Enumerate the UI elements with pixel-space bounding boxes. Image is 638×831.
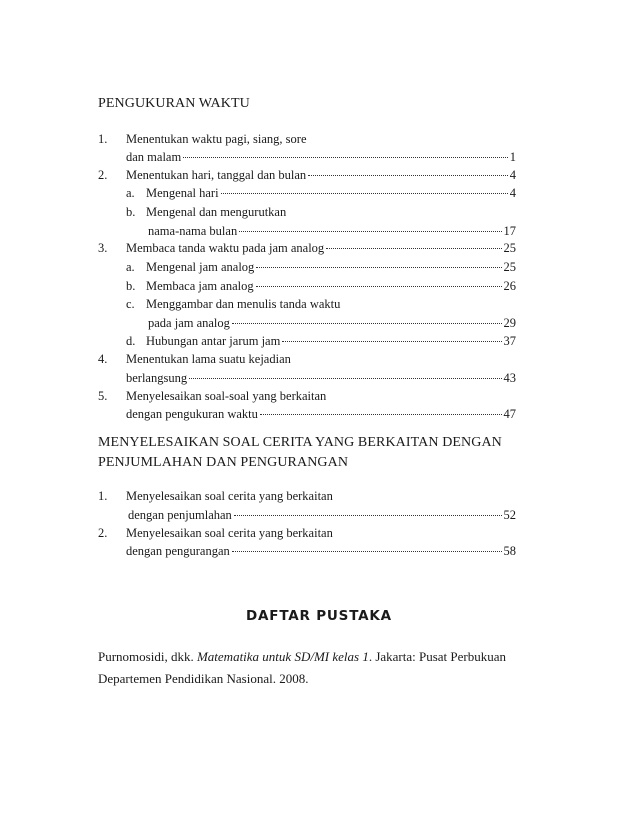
- toc-entry: [128, 508, 516, 523]
- toc-item-text: Mengenal dan mengurutkan: [146, 205, 287, 219]
- toc-item-number: 5.: [98, 389, 108, 403]
- section-title-line-1: MENYELESAIKAN SOAL CERITA YANG BERKAITAN DENGAN: [98, 435, 502, 450]
- bibliography-title: DAFTAR PUSTAKA: [246, 608, 392, 624]
- toc-page-number: 17: [503, 224, 516, 238]
- dot-leader: [183, 157, 508, 158]
- dot-leader: [234, 515, 502, 516]
- toc-page-number: 37: [503, 334, 516, 348]
- toc-item-text: Menggambar dan menulis tanda waktu: [146, 297, 341, 311]
- dot-leader: [308, 175, 508, 176]
- toc-item-text: Menentukan waktu pagi, siang, sore: [126, 132, 307, 146]
- toc-item-text: dengan pengurangan: [126, 544, 230, 558]
- toc-item-text: Mengenal hari: [146, 186, 219, 200]
- toc-entry: [126, 407, 516, 422]
- dot-leader: [260, 414, 502, 415]
- toc-subitem-letter: c.: [126, 297, 135, 311]
- toc-item-number: 3.: [98, 241, 108, 255]
- toc-entry: [146, 186, 516, 201]
- toc-page-number: 29: [503, 316, 516, 330]
- toc-item-number: 4.: [98, 352, 108, 366]
- toc-page-number: 25: [503, 260, 516, 274]
- toc-subitem-letter: a.: [126, 260, 135, 274]
- toc-subitem-letter: b.: [126, 279, 136, 293]
- dot-leader: [221, 193, 508, 194]
- toc-entry: [126, 150, 516, 165]
- dot-leader: [232, 551, 502, 552]
- dot-leader: [256, 267, 501, 268]
- toc-item-text: Membaca tanda waktu pada jam analog: [126, 241, 325, 255]
- dot-leader: [232, 323, 502, 324]
- toc-page-number: 47: [503, 407, 516, 421]
- dot-leader: [189, 378, 501, 379]
- toc-entry: [146, 260, 516, 275]
- toc-entry: [126, 371, 516, 386]
- toc-page-number: 52: [503, 508, 516, 522]
- dot-leader: [282, 341, 501, 342]
- toc-entry: [148, 224, 516, 239]
- bibliography-book-title: Matematika untuk SD/MI kelas 1: [196, 649, 369, 664]
- toc-entry: [146, 334, 516, 349]
- toc-page-number: 4: [509, 168, 516, 182]
- toc-item-text: Menentukan lama suatu kejadian: [126, 352, 291, 366]
- toc-item-text: dengan pengukuran waktu: [126, 407, 258, 421]
- toc-item-text: Menyelesaikan soal cerita yang berkaitan: [126, 489, 333, 503]
- toc-page-number: 1: [509, 150, 516, 164]
- toc-page-number: 58: [503, 544, 516, 558]
- toc-item-text: nama-nama bulan: [148, 224, 238, 238]
- toc-item-text: dengan penjumlahan: [128, 508, 232, 522]
- bibliography-publisher: . Jakarta: Pusat Perbukuan: [368, 649, 507, 664]
- toc-item-number: 2.: [98, 168, 108, 182]
- dot-leader: [256, 286, 502, 287]
- toc-item-text: Menyelesaikan soal cerita yang berkaitan: [126, 526, 333, 540]
- dot-leader: [326, 248, 501, 249]
- section-title-line-2: PENJUMLAHAN DAN PENGURANGAN: [98, 455, 349, 470]
- toc-item-text: Hubungan antar jarum jam: [146, 334, 281, 348]
- toc-entry: [146, 279, 516, 294]
- toc-item-text: Menyelesaikan soal-soal yang berkaitan: [126, 389, 327, 403]
- toc-entry: [126, 241, 516, 256]
- toc-page-number: 26: [503, 279, 516, 293]
- toc-item-text: pada jam analog: [148, 316, 230, 330]
- toc-item-text: berlangsung: [126, 371, 188, 385]
- toc-item-number: 1.: [98, 489, 108, 503]
- toc-item-text: dan malam: [126, 150, 182, 164]
- toc-page-number: 4: [509, 186, 516, 200]
- dot-leader: [239, 231, 501, 232]
- toc-item-number: 1.: [98, 132, 108, 146]
- toc-entry: [126, 168, 516, 183]
- toc-item-text: Membaca jam analog: [146, 279, 254, 293]
- toc-entry: [148, 316, 516, 331]
- section-title-pengukuran-waktu: PENGUKURAN WAKTU: [98, 96, 250, 111]
- toc-subitem-letter: b.: [126, 205, 136, 219]
- bibliography-author: Purnomosidi, dkk.: [98, 649, 194, 664]
- bibliography-entry: [98, 646, 538, 690]
- bibliography-publisher-line-2: Departemen Pendidikan Nasional. 2008.: [98, 671, 309, 686]
- toc-subitem-letter: a.: [126, 186, 135, 200]
- toc-page-number: 25: [503, 241, 516, 255]
- toc-page-number: 43: [503, 371, 516, 385]
- toc-item-number: 2.: [98, 526, 108, 540]
- toc-entry: [126, 544, 516, 559]
- toc-subitem-letter: d.: [126, 334, 136, 348]
- toc-item-text: Mengenal jam analog: [146, 260, 255, 274]
- toc-item-text: Menentukan hari, tanggal dan bulan: [126, 168, 307, 182]
